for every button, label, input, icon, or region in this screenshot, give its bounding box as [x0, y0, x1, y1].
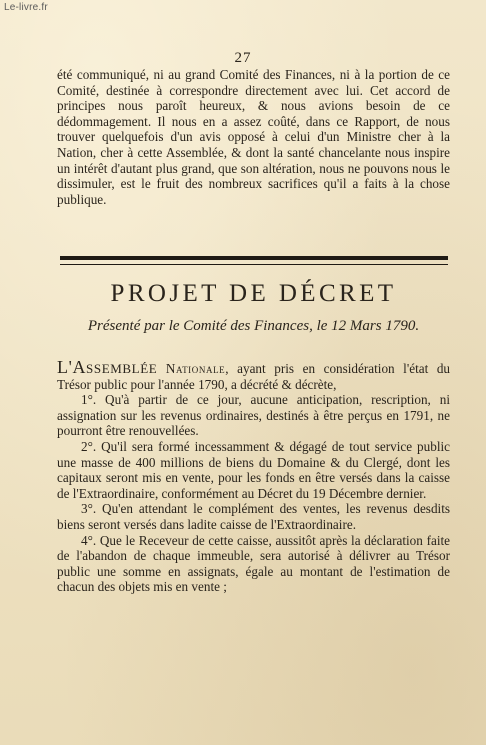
decree-article-3: 3°. Qu'en attendant le complément des ventes, les revenus desdits biens seront versés dans ladite caisse de l'Extraordinaire. [57, 501, 450, 532]
watermark: Le-livre.fr [4, 2, 48, 13]
intro-lead-word: L'Assemblée [57, 357, 158, 377]
continuation-text: été communiqué, ni au grand Comité des Finances, ni à la portion de ce Comité, destinée à correspondre directement avec lui. Cet accord de principes nous paroît heureux, & nous avions besoin de ce dédommagement. Il nous en a assez coûté, dans ce Rapport, de nous trouver quelquefois d'un avis opposé à celui d'un Ministre cher à la Nation, cher à cette Assemblée, & dont la santé chancelante nous inspire un intérêt d'autant plus grand, que son altération, nous ne pouvons nous le dissimuler, est le fruit des nombreux sacrifices qu'il a faits à la chose publique. [57, 67, 450, 207]
page-number: 27 [234, 50, 252, 66]
decree-article-2: 2°. Qu'il sera formé incessamment & dégagé de tout service public une masse de 400 millions de biens du Domaine & du Clergé, dont les capitaux seront mis en vente, pour les fonds en être versés dans la caisse de l'Extraordinaire, conformément au Décret du 19 Décembre dernier. [57, 438, 450, 501]
decree-subtitle: Présenté par le Comité des Finances, le 12 Mars 1790. [87, 318, 420, 334]
intro-rest: , ayant pris en considération l'état du Trésor public pour l'année 1790, a décrété & décrète, [57, 361, 451, 392]
intro-second-word: Nationale [165, 361, 226, 376]
continuation-paragraph [57, 67, 450, 207]
section-rule-thin [60, 264, 448, 265]
decree-article-1: 1°. Qu'à partir de ce jour, aucune anticipation, rescription, ni assignation sur les revenus ordinaires, destinés à être perçus en 1791, ne pourront être renouvellées. [57, 392, 450, 439]
decree-intro [57, 357, 451, 392]
section-rule-thick [60, 256, 448, 260]
decree-title: PROJET DE DÉCRET [110, 280, 397, 307]
decree-body [57, 357, 451, 595]
decree-article-4: 4°. Que le Receveur de cette caisse, aussitôt après la déclaration faite de l'abandon de chaque immeuble, sera autorisé à délivrer au Trésor public une somme en assignats, égale au montant de l'estimation de chacun des objets mis en vente ; [57, 532, 450, 595]
